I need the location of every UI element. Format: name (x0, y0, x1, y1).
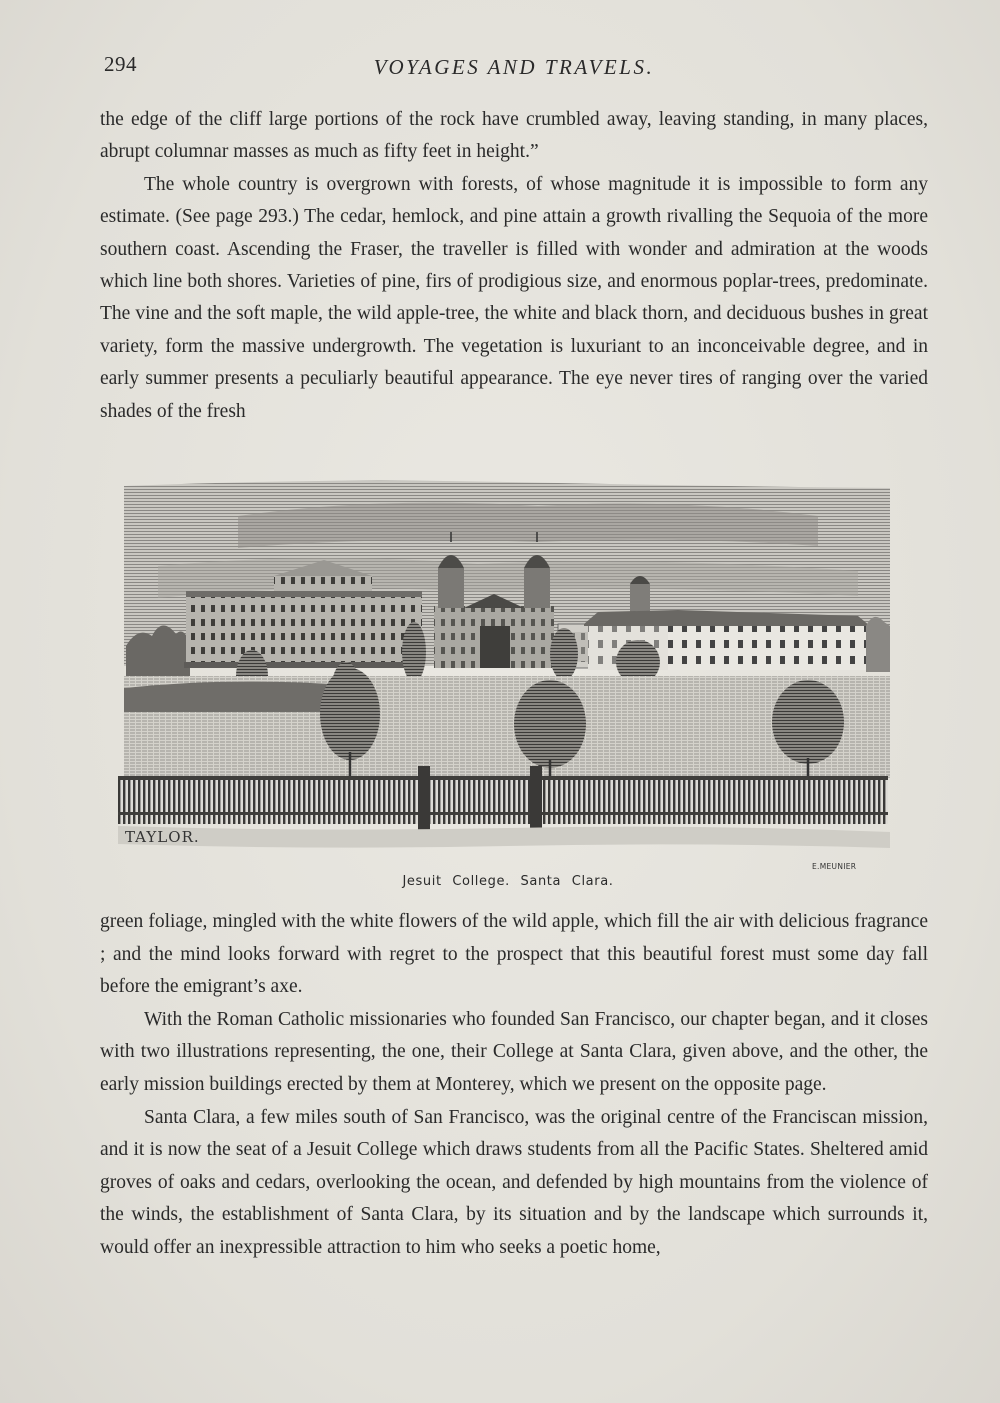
engraving-illustration (118, 476, 898, 871)
paragraph: green foliage, mingled with the white flowers of the wild apple, which fill the air with delicious fragrance ; and the mind looks forward with regret to the prospect that this beautiful forest must some day fall before the emigrant’s axe. (100, 911, 928, 998)
engraving-figure (118, 476, 898, 896)
paragraph: Santa Clara, a few miles south of San Francisco, was the original centre of the Franciscan mission, and it is now the seat of a Jesuit College which draws students from all the Pacific States. Sheltered amid groves of oaks and cedars, overlooking the ocean, and defended by high mountains from the violence of the winds, the establishment of Santa Clara, by its situation and by the landscape which surrounds it, would offer an inexpressible attraction to him who seeks a poetic home, (100, 1106, 928, 1258)
body-text-bottom (100, 906, 928, 1265)
body-text-top (100, 104, 928, 428)
running-title: VOYAGES AND TRAVELS. (373, 55, 655, 79)
engraver-signature-right: E.MEUNIER (812, 862, 857, 871)
artist-signature-left: TAYLOR. (125, 828, 200, 846)
figure-caption: Jesuit College. Santa Clara. (402, 874, 614, 889)
paragraph: With the Roman Catholic missionaries who founded San Francisco, our chapter began, and it closes with two illustrations representing, the one, their College at Santa Clara, given above, and the other, the early mission buildings erected by them at Monterey, which we present on the opposite page. (100, 1008, 928, 1095)
middle-tower (630, 576, 650, 616)
paragraph: the edge of the cliff large portions of the rock have crumbled away, leaving standing, in many places, abrupt columnar masses as much as fifty feet in height.” (100, 109, 928, 163)
running-head (104, 52, 924, 88)
paragraph: The whole country is overgrown with forests, of whose magnitude it is impossible to form any estimate. (See page 293.) The cedar, hemlock, and pine attain a growth rivalling the Sequoia of the more southern coast. Ascending the Fraser, the traveller is filled with wonder and admiration at the woods which line both shores. Varieties of pine, firs of prodigious size, and enormous poplar-trees, predominate. The vine and the soft maple, the wild apple-tree, the white and black thorn, and deciduous bushes in great variety, form the massive undergrowth. The vegetation is luxuriant to an inconceivable degree, and in early summer presents a peculiarly beautiful appearance. The eye never tires of ranging over the varied shades of the fresh (100, 173, 928, 422)
page-number: 294 (104, 52, 137, 76)
